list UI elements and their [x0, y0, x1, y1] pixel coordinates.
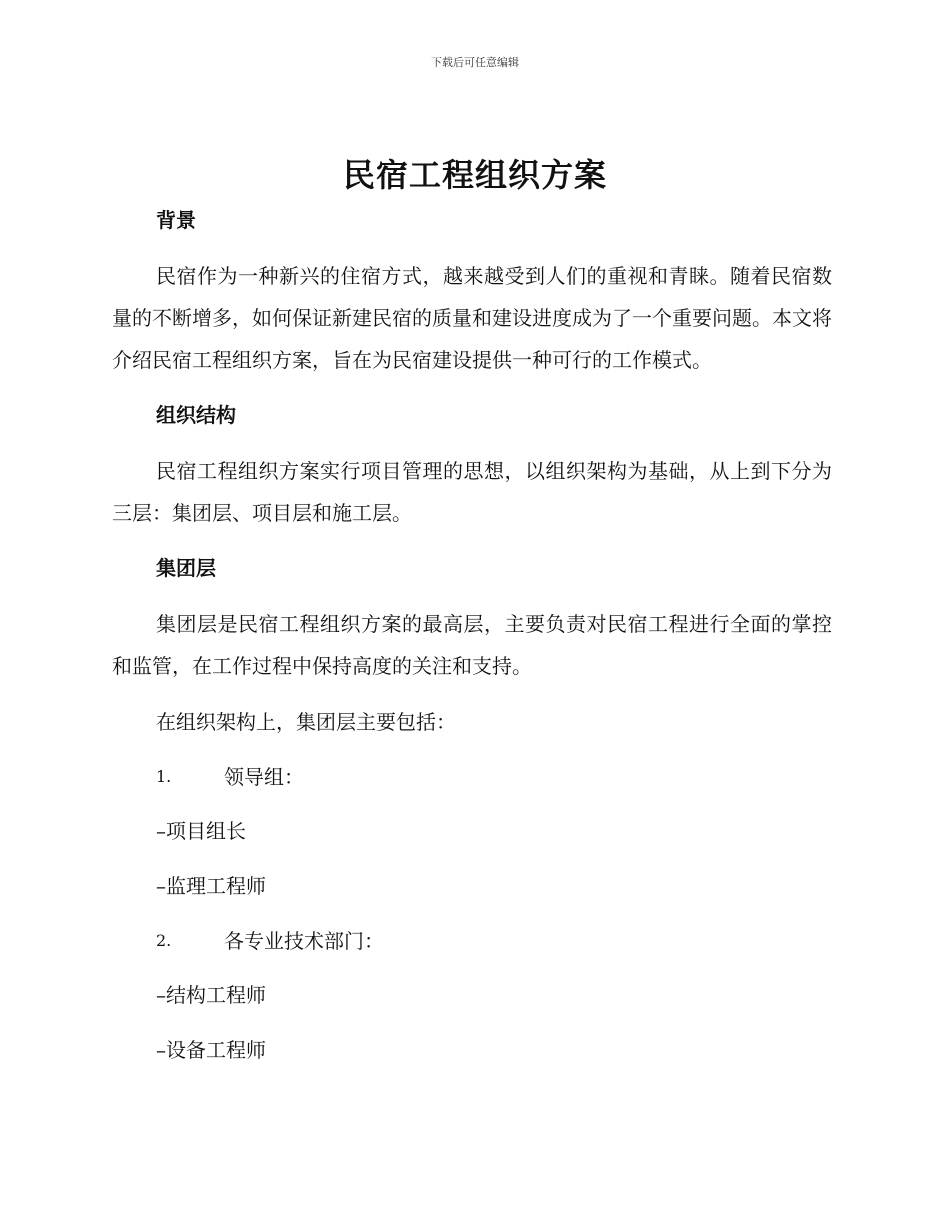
list-item: [156, 762, 832, 792]
list-number: 1.: [156, 767, 172, 786]
sub-item: –设备工程师: [156, 1038, 266, 1062]
document-title: 民宿工程组织方案: [342, 156, 607, 194]
list-label: 各专业技术部门：: [224, 929, 384, 953]
sub-item: –项目组长: [156, 819, 246, 843]
section-heading-background: 背景: [156, 208, 196, 232]
sub-item: –监理工程师: [156, 874, 266, 898]
group-intro: 在组织架构上，集团层主要包括：: [156, 710, 456, 734]
sub-item: –结构工程师: [156, 983, 266, 1007]
list-number: 2.: [156, 931, 172, 950]
section-heading-structure: 组织结构: [156, 403, 236, 427]
group-paragraph: 集团层是民宿工程组织方案的最高层，主要负责对民宿工程进行全面的掌控和监管，在工作过程中保持高度的关注和支持。: [112, 612, 832, 678]
background-paragraph: 民宿作为一种新兴的住宿方式，越来越受到人们的重视和青睐。随着民宿数量的不断增多，如何保证新建民宿的质量和建设进度成为了一个重要问题。本文将介绍民宿工程组织方案，旨在为民宿建设提供一种可行的工作模式。: [112, 264, 832, 372]
list-label: 领导组：: [224, 765, 304, 789]
section-heading-group: 集团层: [156, 556, 216, 580]
document-body: [112, 205, 832, 1065]
structure-paragraph: 民宿工程组织方案实行项目管理的思想，以组织架构为基础，从上到下分为三层：集团层、项目层和施工层。: [112, 459, 832, 525]
header-note: 下载后可任意编辑: [431, 56, 519, 69]
list-item: [156, 926, 832, 956]
